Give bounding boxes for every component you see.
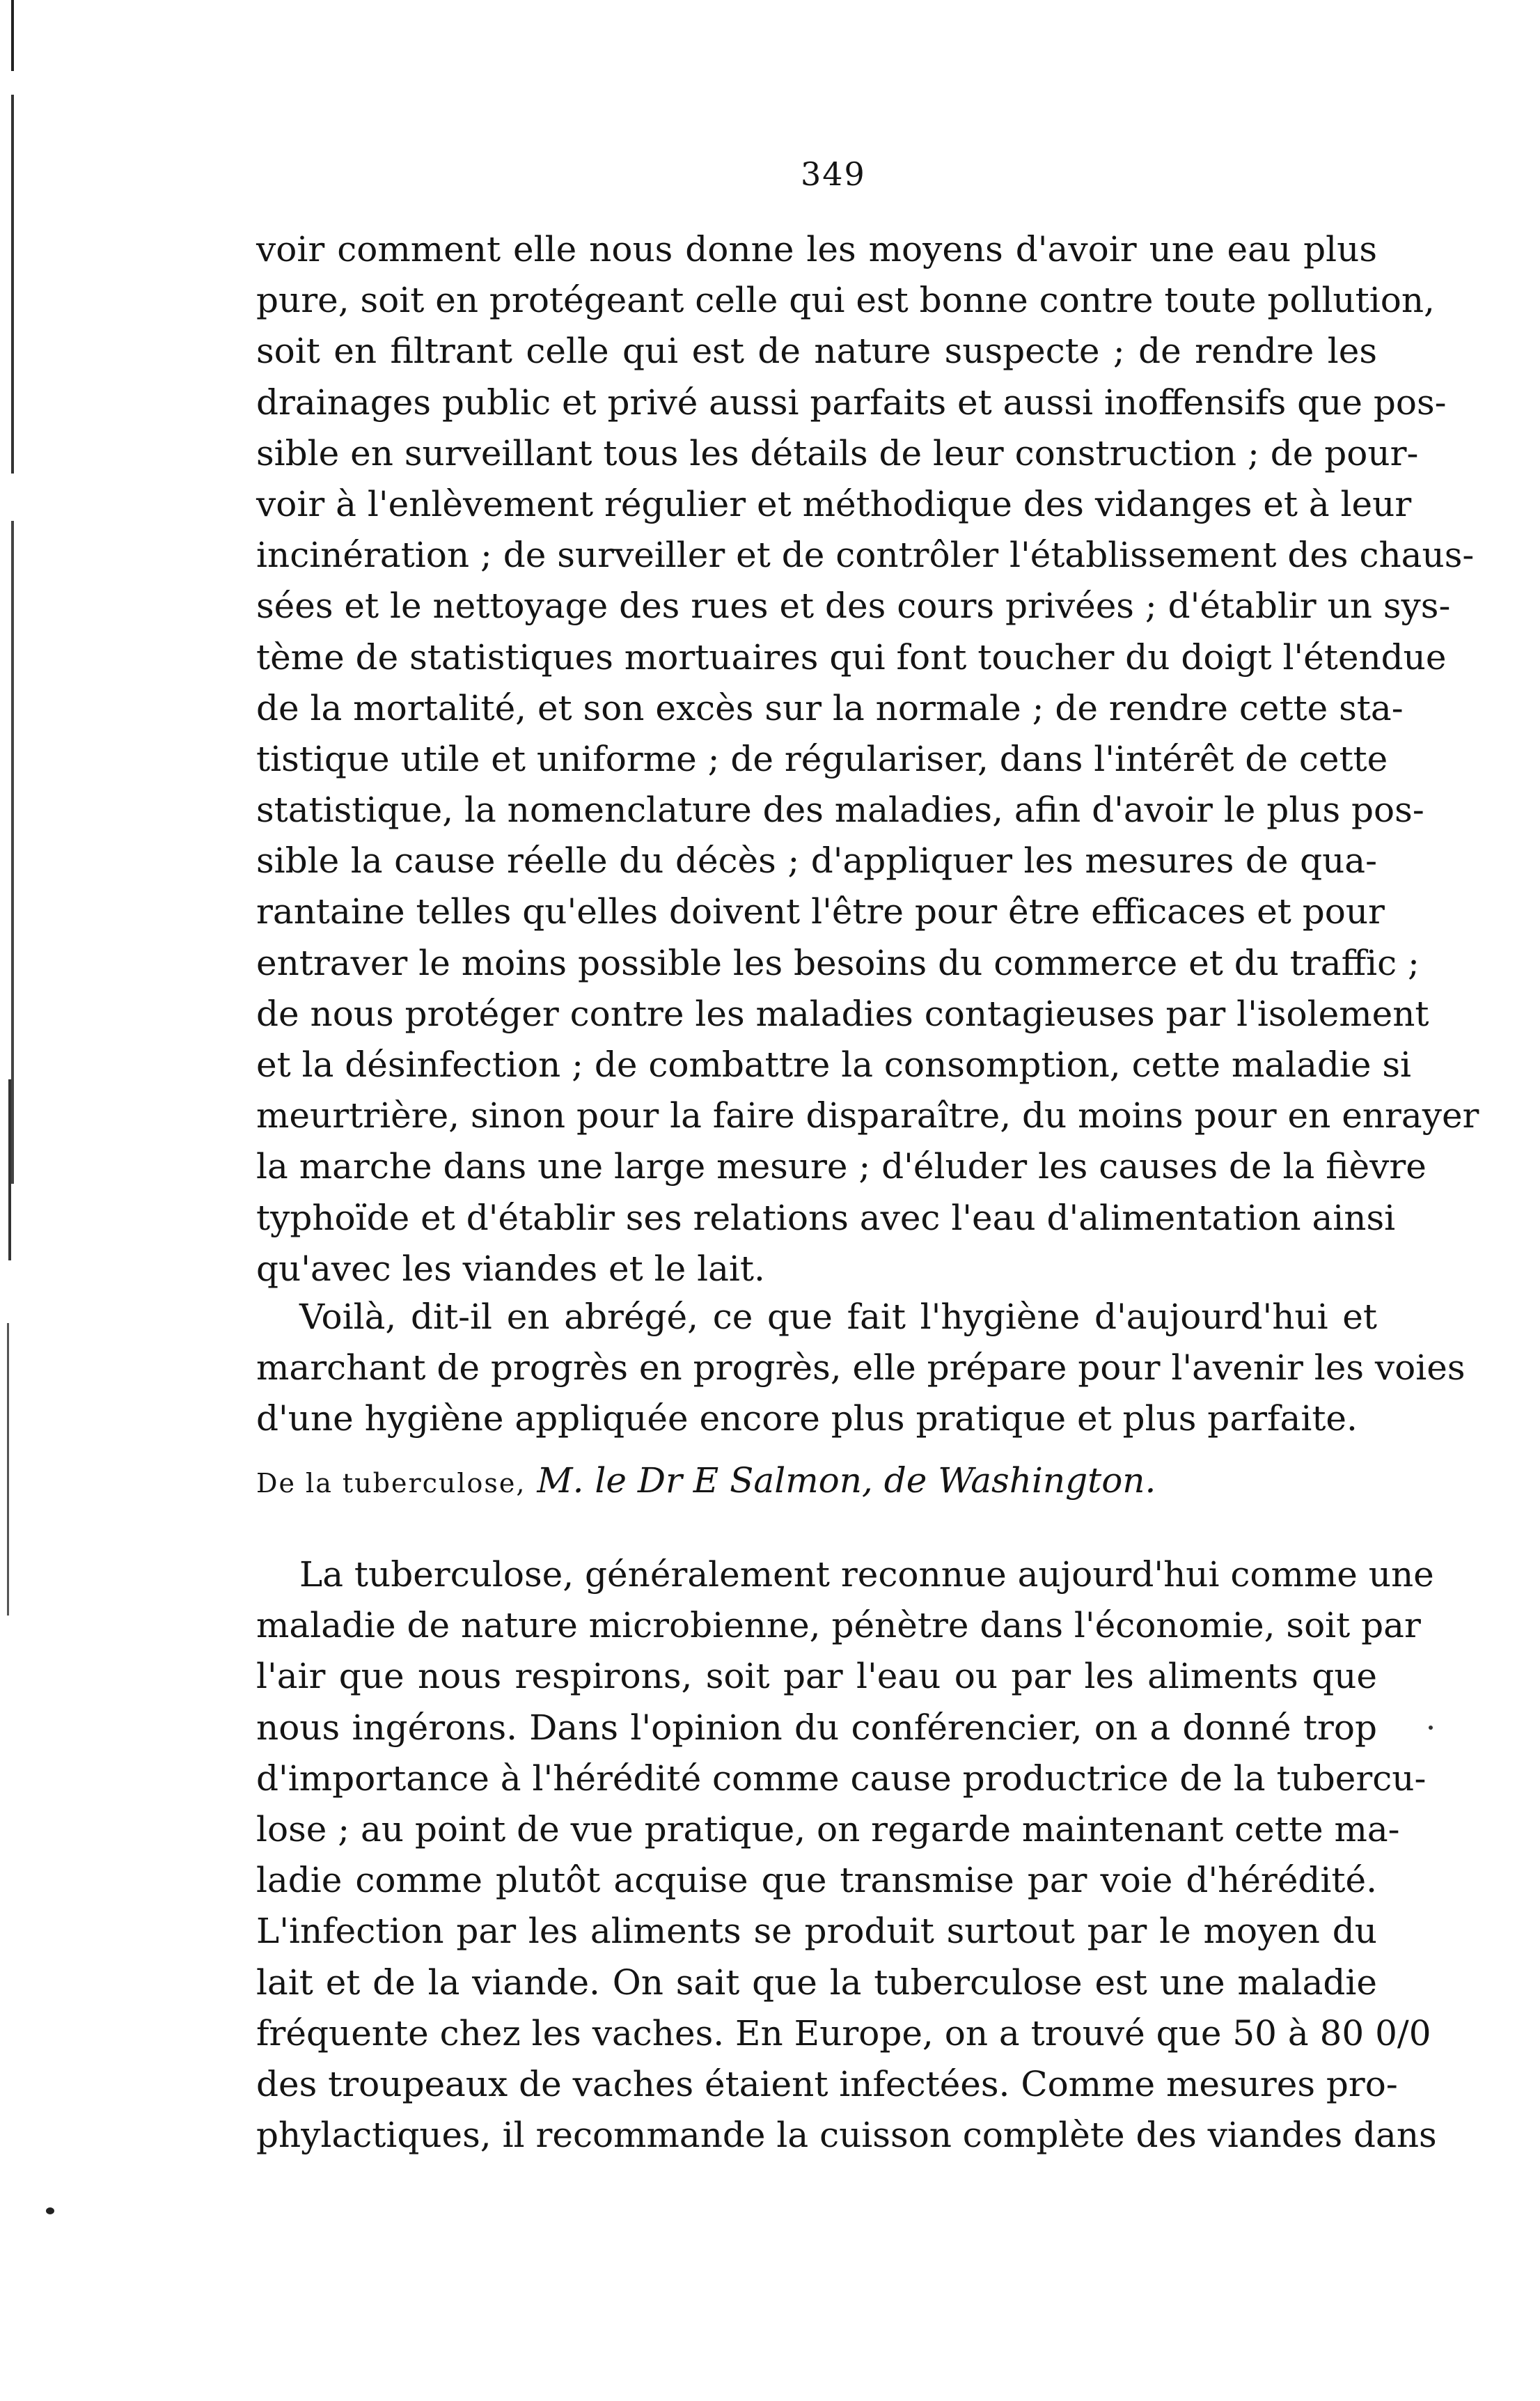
paragraph-hygiene-duties (256, 224, 1479, 1295)
text-line: phylactiques, il recommande la cuisson complète des viandes dans (256, 2115, 1437, 2156)
text-line: d'importance à l'hérédité comme cause productrice de la tubercu- (256, 1758, 1427, 1799)
text-line: meurtrière, sinon pour la faire disparaître, du moins pour en enrayer (256, 1095, 1479, 1136)
section-author: M. le Dr E Salmon, de Washington. (537, 1460, 1156, 1501)
text-line: voir à l'enlèvement régulier et méthodique des vidanges et à leur (256, 483, 1412, 524)
scan-edge-mark (8, 1079, 11, 1260)
section-heading (256, 1455, 1377, 1506)
text-line: lose ; au point de vue pratique, on regarde maintenant cette ma- (256, 1808, 1400, 1849)
paragraph-tuberculosis (256, 1549, 1437, 2161)
text-line: tème de statistiques mortuaires qui font toucher du doigt l'étendue (256, 636, 1447, 678)
scan-speck (1429, 1726, 1433, 1730)
text-line: fréquente chez les vaches. En Europe, on a trouvé que 50 à 80 0/0 (256, 2012, 1431, 2054)
text-line: l'air que nous respirons, soit par l'eau ou par les aliments que (256, 1656, 1377, 1697)
page-number: 349 (801, 155, 866, 193)
text-line: des troupeaux de vaches étaient infectées. Comme mesures pro- (256, 2063, 1398, 2104)
paragraph-conclusion (256, 1292, 1466, 1445)
text-line: tistique utile et uniforme ; de régulariser, dans l'intérêt de cette (256, 738, 1388, 779)
text-line: qu'avec les viandes et le lait. (256, 1248, 765, 1289)
text-line: marchant de progrès en progrès, elle prépare pour l'avenir les voies (256, 1347, 1466, 1389)
text-line: sées et le nettoyage des rues et des cours privées ; d'établir un sys- (256, 586, 1451, 627)
text-line: La tuberculose, généralement reconnue aujourd'hui comme une (299, 1554, 1434, 1595)
scan-speck (46, 2207, 54, 2214)
text-line: ladie comme plutôt acquise que transmise par voie d'hérédité. (256, 1860, 1377, 1901)
text-line: d'une hygiène appliquée encore plus pratique et plus parfaite. (256, 1398, 1358, 1439)
text-line: sible la cause réelle du décès ; d'appliquer les mesures de qua- (256, 840, 1377, 882)
text-line: statistique, la nomenclature des maladies, afin d'avoir le plus pos- (256, 790, 1424, 831)
text-line: la marche dans une large mesure ; d'éluder les causes de la fièvre (256, 1146, 1427, 1187)
text-line: maladie de nature microbienne, pénètre dans l'économie, soit par (256, 1605, 1421, 1646)
text-line: entraver le moins possible les besoins du commerce et du traffic ; (256, 942, 1420, 983)
text-line: soit en filtrant celle qui est de nature suspecte ; de rendre les (256, 331, 1377, 372)
text-line: typhoïde et d'établir ses relations avec l'eau d'alimentation ainsi (256, 1197, 1396, 1238)
text-line: nous ingérons. Dans l'opinion du conférencier, on a donné trop (256, 1707, 1377, 1748)
text-line: de nous protéger contre les maladies contagieuses par l'isolement (256, 993, 1429, 1034)
text-line: rantaine telles qu'elles doivent l'être pour être efficaces et pour (256, 891, 1385, 932)
scan-edge-mark (7, 1323, 9, 1616)
text-line: drainages public et privé aussi parfaits et aussi inoffensifs que pos- (256, 382, 1447, 423)
text-line: pure, soit en protégeant celle qui est bonne contre toute pollution, (256, 280, 1435, 321)
scan-edge-mark (11, 0, 14, 1184)
text-line: Voilà, dit-il en abrégé, ce que fait l'hygiène d'aujourd'hui et (299, 1297, 1377, 1337)
text-line: lait et de la viande. On sait que la tuberculose est une maladie (256, 1962, 1377, 2003)
text-line: voir comment elle nous donne les moyens d'avoir une eau plus (256, 229, 1377, 269)
text-line: de la mortalité, et son excès sur la normale ; de rendre cette sta- (256, 687, 1404, 728)
text-line: L'infection par les aliments se produit surtout par le moyen du (256, 1911, 1377, 1952)
text-line: sible en surveillant tous les détails de leur construction ; de pour- (256, 432, 1419, 474)
section-title: De la tuberculose, (256, 1468, 526, 1499)
text-line: incinération ; de surveiller et de contrôler l'établissement des chaus- (256, 535, 1475, 576)
text-line: et la désinfection ; de combattre la consomption, cette maladie si (256, 1045, 1412, 1085)
